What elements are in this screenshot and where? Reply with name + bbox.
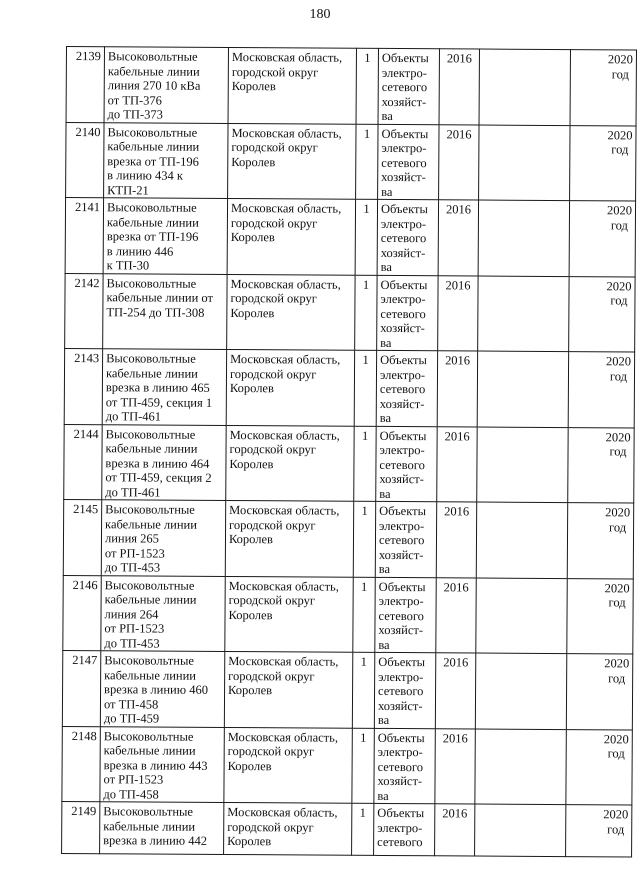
object-note	[479, 125, 570, 201]
object-year: 2016	[436, 502, 476, 578]
object-location: Московская область, городской округ Королев	[225, 576, 353, 652]
object-year: 2016	[435, 728, 475, 804]
row-number: 2148	[62, 726, 100, 802]
table-row	[63, 575, 633, 654]
object-location: Московская область, городской округ Королев	[228, 123, 356, 199]
object-note	[477, 351, 568, 427]
object-note	[476, 502, 567, 578]
plan-year-text: 2020 год	[603, 731, 629, 761]
table-row	[62, 726, 632, 805]
object-category: Объекты электро- сетевого хозяйст- ва	[378, 124, 439, 200]
object-quantity: 1	[352, 652, 374, 728]
plan-year-text: 2020 год	[607, 127, 633, 157]
object-location: Московская область, городской округ Королев	[227, 198, 355, 274]
object-quantity: 1	[354, 426, 376, 502]
object-name: Высоковольтные кабельные линии врезка в линию 443 от РП-1523 до ТП-458	[100, 726, 224, 802]
row-number: 2147	[62, 650, 100, 726]
object-quantity: 1	[354, 350, 376, 426]
plan-year-text: 2020 год	[605, 505, 631, 534]
object-category: Объекты электро- сетевого	[374, 803, 435, 855]
object-location: Московская область, городской округ Королев	[224, 651, 352, 727]
object-plan-year	[566, 729, 632, 805]
object-quantity: 1	[355, 275, 377, 351]
row-number: 2145	[63, 499, 101, 575]
table-row	[65, 198, 635, 277]
object-name: Высоковольтные кабельные линии врезка от ТП-196 в линию 434 к КТП-21	[104, 122, 228, 198]
object-location: Московская область, городской округ Королев	[227, 274, 355, 350]
object-year: 2016	[436, 577, 476, 653]
object-quantity: 1	[352, 728, 374, 804]
object-name: Высоковольтные кабельные линии врезка в линию 460 от ТП-458 до ТП-459	[100, 651, 224, 727]
object-name: Высоковольтные кабельные линии врезка в линию 464 от ТП-459, секция 2 до ТП-461	[102, 424, 226, 500]
plan-year-text: 2020 год	[603, 807, 629, 836]
object-location: Московская область, городской округ Королев	[225, 500, 353, 576]
object-location: Московская область, городской округ Королев	[226, 349, 354, 425]
object-category: Объекты электро- сетевого хозяйст- ва	[376, 426, 437, 502]
object-year: 2016	[439, 49, 479, 125]
object-plan-year	[566, 654, 632, 730]
object-note	[475, 804, 566, 857]
object-category: Объекты электро- сетевого хозяйст- ва	[374, 728, 435, 804]
object-location: Московская область, городской округ Королев	[226, 425, 354, 501]
plan-year-text: 2020 год	[605, 429, 631, 459]
row-number: 2140	[66, 122, 104, 198]
object-note	[475, 729, 566, 805]
object-year: 2016	[435, 804, 475, 856]
object-year: 2016	[438, 200, 478, 276]
object-note	[477, 427, 568, 503]
object-category: Объекты электро- сетевого хозяйст- ва	[374, 652, 435, 728]
table-row	[63, 499, 633, 578]
object-year: 2016	[435, 653, 475, 729]
object-location: Московская область, городской округ Королев	[224, 727, 352, 803]
row-number: 2139	[66, 47, 104, 123]
object-category: Объекты электро- сетевого хозяйст- ва	[377, 275, 438, 351]
object-plan-year	[570, 50, 636, 126]
object-name: Высоковольтные кабельные линии линия 265 от РП-1523 до ТП-453	[101, 500, 225, 576]
object-quantity: 1	[352, 803, 374, 855]
row-number: 2146	[63, 575, 101, 651]
object-category: Объекты электро- сетевого хозяйст- ва	[377, 199, 438, 275]
object-plan-year	[568, 352, 634, 428]
object-plan-year	[568, 427, 634, 503]
table-row	[66, 122, 636, 201]
object-plan-year	[566, 805, 632, 857]
object-location: Московская область, городской округ Королев	[228, 47, 356, 123]
object-note	[475, 653, 566, 729]
row-number: 2142	[65, 273, 103, 349]
row-number: 2141	[65, 198, 103, 274]
object-name: Высоковольтные кабельные линии линия 264 от РП-1523 до ТП-453	[101, 575, 225, 651]
object-quantity: 1	[353, 577, 375, 653]
object-note	[478, 200, 569, 276]
table-row	[64, 424, 634, 503]
table-body	[62, 47, 637, 857]
object-year: 2016	[438, 275, 478, 351]
object-name: Высоковольтные кабельные линии врезка от ТП-196 в линию 446 к ТП-30	[103, 198, 227, 274]
object-note	[479, 49, 570, 125]
object-plan-year	[567, 578, 633, 654]
table-row	[62, 650, 632, 729]
object-quantity: 1	[355, 199, 377, 275]
plan-year-text: 2020 год	[606, 203, 633, 232]
plan-year-text: 2020 год	[607, 52, 633, 81]
object-location: Московская область, городской округ Королев	[224, 802, 352, 855]
table-row	[65, 273, 635, 352]
object-year: 2016	[437, 351, 477, 427]
object-category: Объекты электро- сетевого хозяйст- ва	[378, 48, 439, 124]
object-plan-year	[570, 125, 636, 201]
object-year: 2016	[439, 124, 479, 200]
object-quantity: 1	[353, 501, 375, 577]
table-row	[66, 47, 636, 126]
row-number: 2143	[64, 348, 102, 424]
table-row	[62, 801, 632, 856]
row-number: 2149	[62, 801, 100, 853]
object-note	[478, 276, 569, 352]
table-row	[64, 348, 634, 427]
row-number: 2144	[64, 424, 102, 500]
object-plan-year	[569, 276, 635, 352]
object-plan-year	[567, 503, 633, 579]
object-category: Объекты электро- сетевого хозяйст- ва	[375, 501, 436, 577]
object-category: Объекты электро- сетевого хозяйст- ва	[376, 350, 437, 426]
plan-year-text: 2020 год	[604, 656, 630, 685]
object-category: Объекты электро- сетевого хозяйст- ва	[375, 577, 436, 653]
plan-year-text: 2020 год	[606, 278, 632, 308]
object-year: 2016	[437, 426, 477, 502]
object-quantity: 1	[356, 48, 378, 124]
object-name: Высоковольтные кабельные линии врезка в линию 465 от ТП-459, секция 1 до ТП-461	[102, 349, 226, 425]
object-name: Высоковольтные кабельные линии от ТП-254 до ТП-308	[103, 273, 227, 349]
object-name: Высоковольтные кабельные линии линия 270 10 кВа от ТП-376 до ТП-373	[104, 47, 228, 123]
object-plan-year	[569, 201, 635, 277]
object-name: Высоковольтные кабельные линии врезка в линию 442	[100, 802, 224, 855]
object-note	[476, 578, 567, 654]
object-quantity: 1	[356, 124, 378, 200]
objects-table	[61, 46, 637, 857]
plan-year-text: 2020 год	[604, 580, 630, 610]
page-number: 180	[309, 7, 331, 22]
plan-year-text: 2020 год	[606, 354, 632, 383]
